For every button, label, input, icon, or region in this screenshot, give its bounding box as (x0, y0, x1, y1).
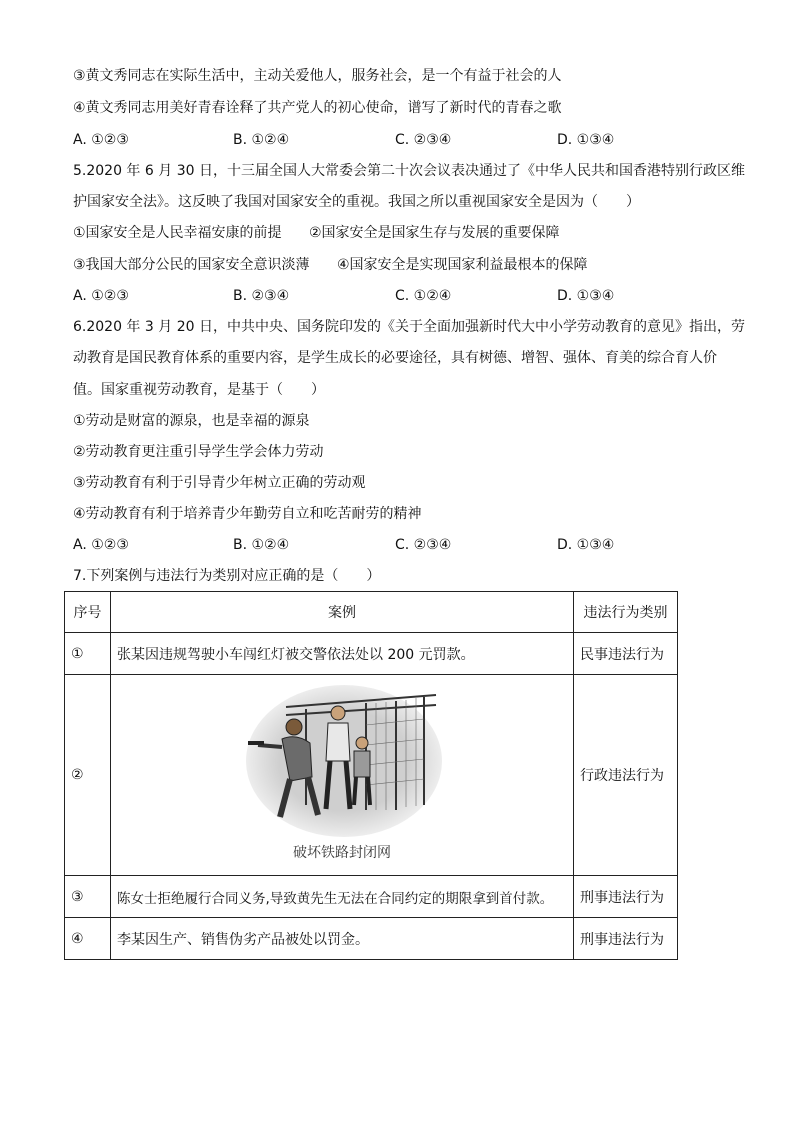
q6-statement-4: ④劳动教育有利于培养青少年勤劳自立和吃苦耐劳的精神 (73, 506, 422, 522)
q6-stem-line-2: 动教育是国民教育体系的重要内容，是学生成长的必要途径，具有树德、增智、强体、育美的综合育人价 (73, 350, 717, 366)
q4-option-b: B. ①②④ (233, 132, 290, 148)
railway-fence-illustration (246, 685, 442, 837)
q5-option-d: D. ①③④ (557, 288, 615, 304)
illustration-caption: 破坏铁路封闭网 (293, 845, 391, 861)
q5-statement-2: ②国家安全是国家生存与发展的重要保障 (309, 225, 560, 241)
q6-statement-2: ②劳动教育更注重引导学生学会体力劳动 (73, 444, 324, 460)
row-number: ④ (65, 918, 111, 960)
header-category: 违法行为类别 (574, 592, 678, 633)
q4-option-d: D. ①③④ (557, 132, 615, 148)
q5-stem-line-1: 5.2020 年 6 月 30 日，十三届全国人大常委会第二十次会议表决通过了《中华人民共和国香港特别行政区维 (73, 163, 745, 179)
q5-statement-3: ③我国大部分公民的国家安全意识淡薄 (73, 257, 310, 273)
q6-option-b: B. ①②④ (233, 537, 290, 553)
row-case: 李某因生产、销售伪劣产品被处以罚金。 (111, 918, 574, 960)
row-case: 陈女士拒绝履行合同义务,导致黄先生无法在合同约定的期限拿到首付款。 (111, 876, 574, 918)
cases-table (64, 591, 678, 960)
row-category: 行政违法行为 (574, 675, 678, 876)
table-row (65, 876, 678, 918)
q6-option-a: A. ①②③ (73, 537, 129, 553)
q5-statement-4: ④国家安全是实现国家利益最根本的保障 (337, 257, 588, 273)
q5-options (73, 286, 713, 306)
q5-stem-line-2: 护国家安全法》。这反映了我国对国家安全的重视。我国之所以重视国家安全是因为（ ） (73, 194, 640, 210)
q5-option-a: A. ①②③ (73, 288, 129, 304)
row-number: ③ (65, 876, 111, 918)
row-number: ② (65, 675, 111, 876)
table-header-row (65, 592, 678, 633)
q4-statement-3: ③黄文秀同志在实际生活中，主动关爱他人，服务社会，是一个有益于社会的人 (73, 68, 562, 84)
q4-option-a: A. ①②③ (73, 132, 129, 148)
q5-option-c: C. ①②④ (395, 288, 452, 304)
header-number: 序号 (65, 592, 111, 633)
q6-options (73, 535, 713, 555)
q6-statement-3: ③劳动教育有利于引导青少年树立正确的劳动观 (73, 475, 366, 491)
q4-option-c: C. ②③④ (395, 132, 452, 148)
table-row (65, 918, 678, 960)
q5-option-b: B. ②③④ (233, 288, 290, 304)
q6-stem-line-3: 值。国家重视劳动教育，是基于（ ） (73, 382, 325, 398)
q5-statement-1: ①国家安全是人民幸福安康的前提 (73, 225, 282, 241)
q6-statement-1: ①劳动是财富的源泉，也是幸福的源泉 (73, 413, 310, 429)
header-case: 案例 (111, 592, 574, 633)
q6-option-d: D. ①③④ (557, 537, 615, 553)
q6-stem-line-1: 6.2020 年 3 月 20 日，中共中央、国务院印发的《关于全面加强新时代大中小学劳动教育的意见》指出，劳 (73, 319, 745, 335)
q6-option-c: C. ②③④ (395, 537, 452, 553)
table-row (65, 633, 678, 675)
q4-options (73, 130, 713, 150)
q7-stem: 7.下列案例与违法行为类别对应正确的是（ ） (73, 568, 381, 584)
row-case: 张某因违规驾驶小车闯红灯被交警依法处以 200 元罚款。 (111, 633, 574, 675)
row-category: 民事违法行为 (574, 633, 678, 675)
row-category: 刑事违法行为 (574, 918, 678, 960)
q4-statement-4: ④黄文秀同志用美好青春诠释了共产党人的初心使命，谱写了新时代的青春之歌 (73, 100, 562, 116)
row-number: ① (65, 633, 111, 675)
table-row (65, 675, 678, 876)
row-category: 刑事违法行为 (574, 876, 678, 918)
row-case-image-cell (111, 675, 574, 876)
